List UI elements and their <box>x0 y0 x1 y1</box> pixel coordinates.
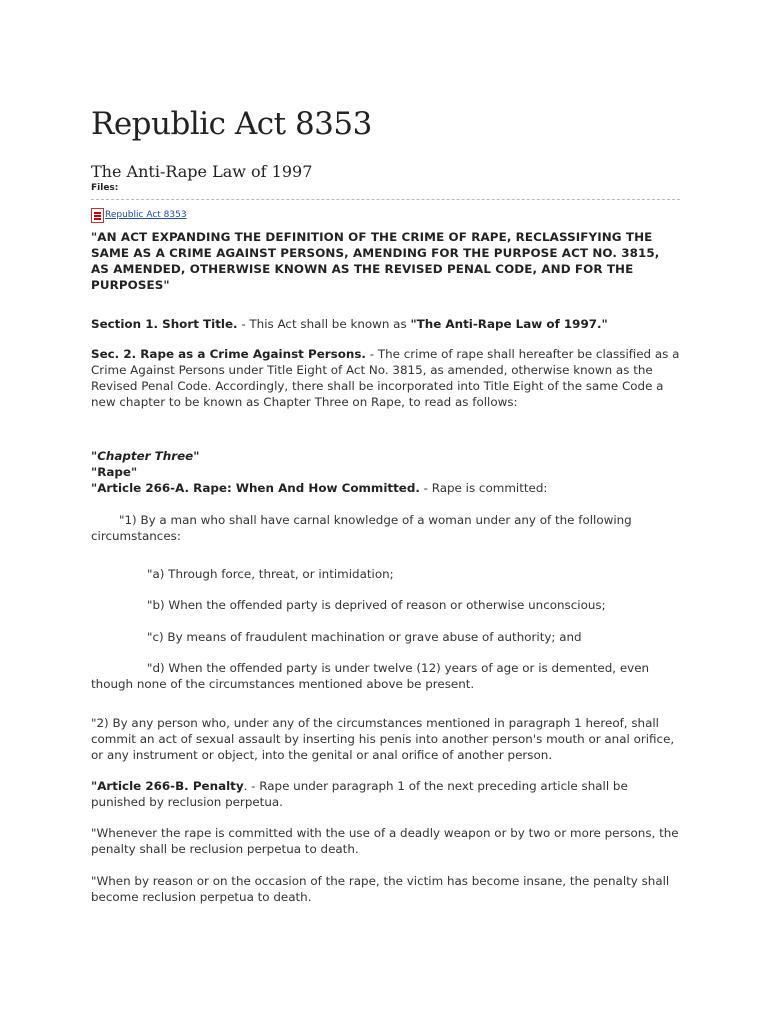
act-heading: "AN ACT EXPANDING THE DEFINITION OF THE CRIME OF RAPE, RECLASSIFYING THE SAME AS A CRIME AGAINST PERSONS, AMENDING FOR THE PURPOSE ACT NO. 3815, AS AMENDED, OTHERWISE KNOWN AS THE REVISED PENAL CODE, AND FOR THE PURPOSES" <box>91 230 660 292</box>
chapter-name: "Rape" <box>91 465 138 479</box>
section-2-text: - The crime of rape shall hereafter be classified as a Crime Against Persons under Title Eight of Act No. 3815, as amended, otherwise known as the Revised Penal Code. Accordingly, there shall be incorporated into Title Eight of the same Code a new chapter to be known as Chapter Three on Rape, to read as follows: <box>91 347 680 409</box>
article-266b-text: . - Rape under paragraph 1 of the next preceding article shall be punished by reclusion perpetua. <box>91 779 628 809</box>
section-1-heading: Section 1. Short Title. <box>91 317 238 331</box>
pdf-file-icon <box>91 208 104 223</box>
files-label: Files: <box>91 183 119 193</box>
divider <box>91 199 680 200</box>
article-266b-heading: "Article 266-B. Penalty <box>91 779 244 793</box>
section-1-text: - This Act shall be known as <box>237 317 411 331</box>
page-subtitle: The Anti-Rape Law of 1997 <box>91 162 313 181</box>
item-d: "d) When the offended party is under twelve (12) years of age or is demented, even though none of the circumstances mentioned above be present. <box>91 661 650 691</box>
article-266a-heading: "Article 266-A. Rape: When And How Committed. <box>91 481 420 495</box>
article-266a-text: - Rape is committed: <box>419 481 548 495</box>
paragraph-3: "Whenever the rape is committed with the use of a deadly weapon or by two or more persons, the penalty shall be reclusion perpetua to death. <box>91 826 679 856</box>
file-link[interactable]: Republic Act 8353 <box>105 210 187 220</box>
item-b: "b) When the offended party is deprived of reason or otherwise unconscious; <box>147 598 606 612</box>
article-266a <box>91 480 681 496</box>
chapter-label: "Chapter Three" <box>91 449 200 463</box>
section-2 <box>91 346 681 410</box>
section-1-name: "The Anti-Rape Law of 1997." <box>410 317 608 331</box>
paragraph-2: "2) By any person who, under any of the circumstances mentioned in paragraph 1 hereof, shall commit an act of sexual assault by inserting his penis into another person's mouth or anal orifice, or any instrument or object, into the genital or anal orifice of another person. <box>91 716 675 762</box>
paragraph-4: "When by reason or on the occasion of the rape, the victim has become insane, the penalty shall become reclusion perpetua to death. <box>91 874 670 904</box>
chapter-block <box>91 448 681 496</box>
item-a: "a) Through force, threat, or intimidation; <box>147 567 394 581</box>
section-2-heading: Sec. 2. Rape as a Crime Against Persons. <box>91 347 366 361</box>
paragraph-1: "1) By a man who shall have carnal knowledge of a woman under any of the following circumstances: <box>91 513 632 543</box>
article-266b <box>91 778 681 810</box>
item-c: "c) By means of fraudulent machination or grave abuse of authority; and <box>147 630 582 644</box>
section-1 <box>91 316 681 332</box>
page-title: Republic Act 8353 <box>91 106 372 142</box>
